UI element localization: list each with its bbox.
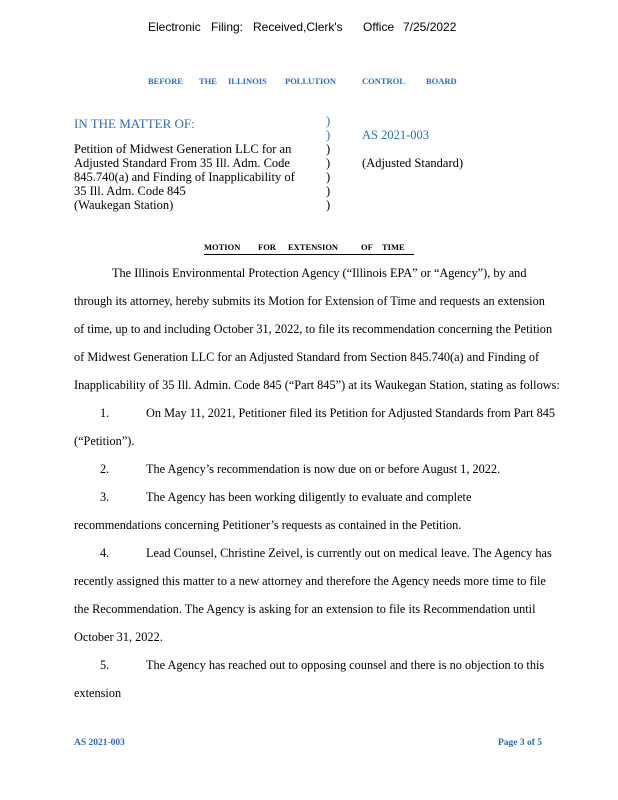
board-word: POLLUTION [285,76,337,86]
caption-line: Petition of Midwest Generation LLC for an [74,142,292,156]
case-number: AS 2021-003 [362,128,430,142]
caption-paren: ) [326,170,331,184]
item-continuation: (“Petition”). [74,434,135,448]
intro-line: Inapplicability of 35 Ill. Admin. Code 845 (“Part 845”) at its Waukegan Station, stating as follows: [74,378,560,392]
item-text: Lead Counsel, Christine Zeivel, is currently out on medical leave. The Agency has [146,546,552,560]
item-text: The Agency’s recommendation is now due on or before August 1, 2022. [146,462,501,476]
item-text: The Agency has been working diligently to evaluate and complete [146,490,472,504]
board-word: ILLINOIS [228,76,267,86]
item-number: 5. [100,658,110,672]
filing-label: Filing: [211,20,244,34]
item-number: 2. [100,462,110,476]
caption-line: Adjusted Standard From 35 Ill. Adm. Code [74,156,290,170]
intro-line: of time, up to and including October 31, 2022, to file its recommendation concerning the Petition [74,322,553,336]
footer-case-number: AS 2021-003 [74,738,125,748]
caption-paren: ) [326,114,331,128]
motion-title [204,242,414,255]
intro-line: through its attorney, hereby submits its Motion for Extension of Time and requests an extension [74,294,545,308]
motion-title-word: MOTION [204,242,241,252]
caption-paren: ) [326,128,331,142]
caption-paren: ) [326,156,331,170]
motion-title-word: OF [361,242,373,252]
caption-paren: ) [326,184,331,198]
caption-paren: ) [326,142,331,156]
intro-line: of Midwest Generation LLC for an Adjusted Standard from Section 845.740(a) and Finding of [74,350,540,364]
item-continuation: the Recommendation. The Agency is asking for an extension to file its Recommendation until [74,602,536,616]
in-the-matter-heading: IN THE MATTER OF: [74,116,195,131]
item-text: On May 11, 2021, Petitioner filed its Petition for Adjusted Standards from Part 845 [146,406,556,420]
filing-received: Received,Clerk's [253,20,343,34]
motion-title-word: FOR [258,242,276,252]
footer-page-number: Page 3 of 5 [498,738,543,748]
filing-office: Office [363,20,395,34]
item-number: 4. [100,546,110,560]
caption-paren: ) [326,198,331,212]
caption-line: 35 Ill. Adm. Code 845 [74,184,186,198]
item-number: 3. [100,490,110,504]
board-word: THE [199,76,217,86]
board-word: BOARD [426,76,457,86]
item-continuation: recently assigned this matter to a new attorney and therefore the Agency needs more time to file [74,574,546,588]
case-type: (Adjusted Standard) [362,156,464,170]
item-number: 1. [100,406,110,420]
filing-electronic: Electronic [148,20,201,34]
caption-line: (Waukegan Station) [74,198,174,212]
item-continuation: October 31, 2022. [74,630,163,644]
item-continuation: recommendations concerning Petitioner’s requests as contained in the Petition. [74,518,462,532]
board-word: CONTROL [362,76,405,86]
motion-title-word: TIME [382,242,405,252]
filing-date: 7/25/2022 [403,20,457,34]
caption-line: 845.740(a) and Finding of Inapplicability of [74,170,295,184]
board-word: BEFORE [148,76,183,86]
item-text: The Agency has reached out to opposing counsel and there is no objection to this [146,658,545,672]
item-continuation: extension [74,686,122,700]
intro-line: The Illinois Environmental Protection Agency (“Illinois EPA” or “Agency”), by and [112,266,527,280]
motion-title-word: EXTENSION [288,242,339,252]
